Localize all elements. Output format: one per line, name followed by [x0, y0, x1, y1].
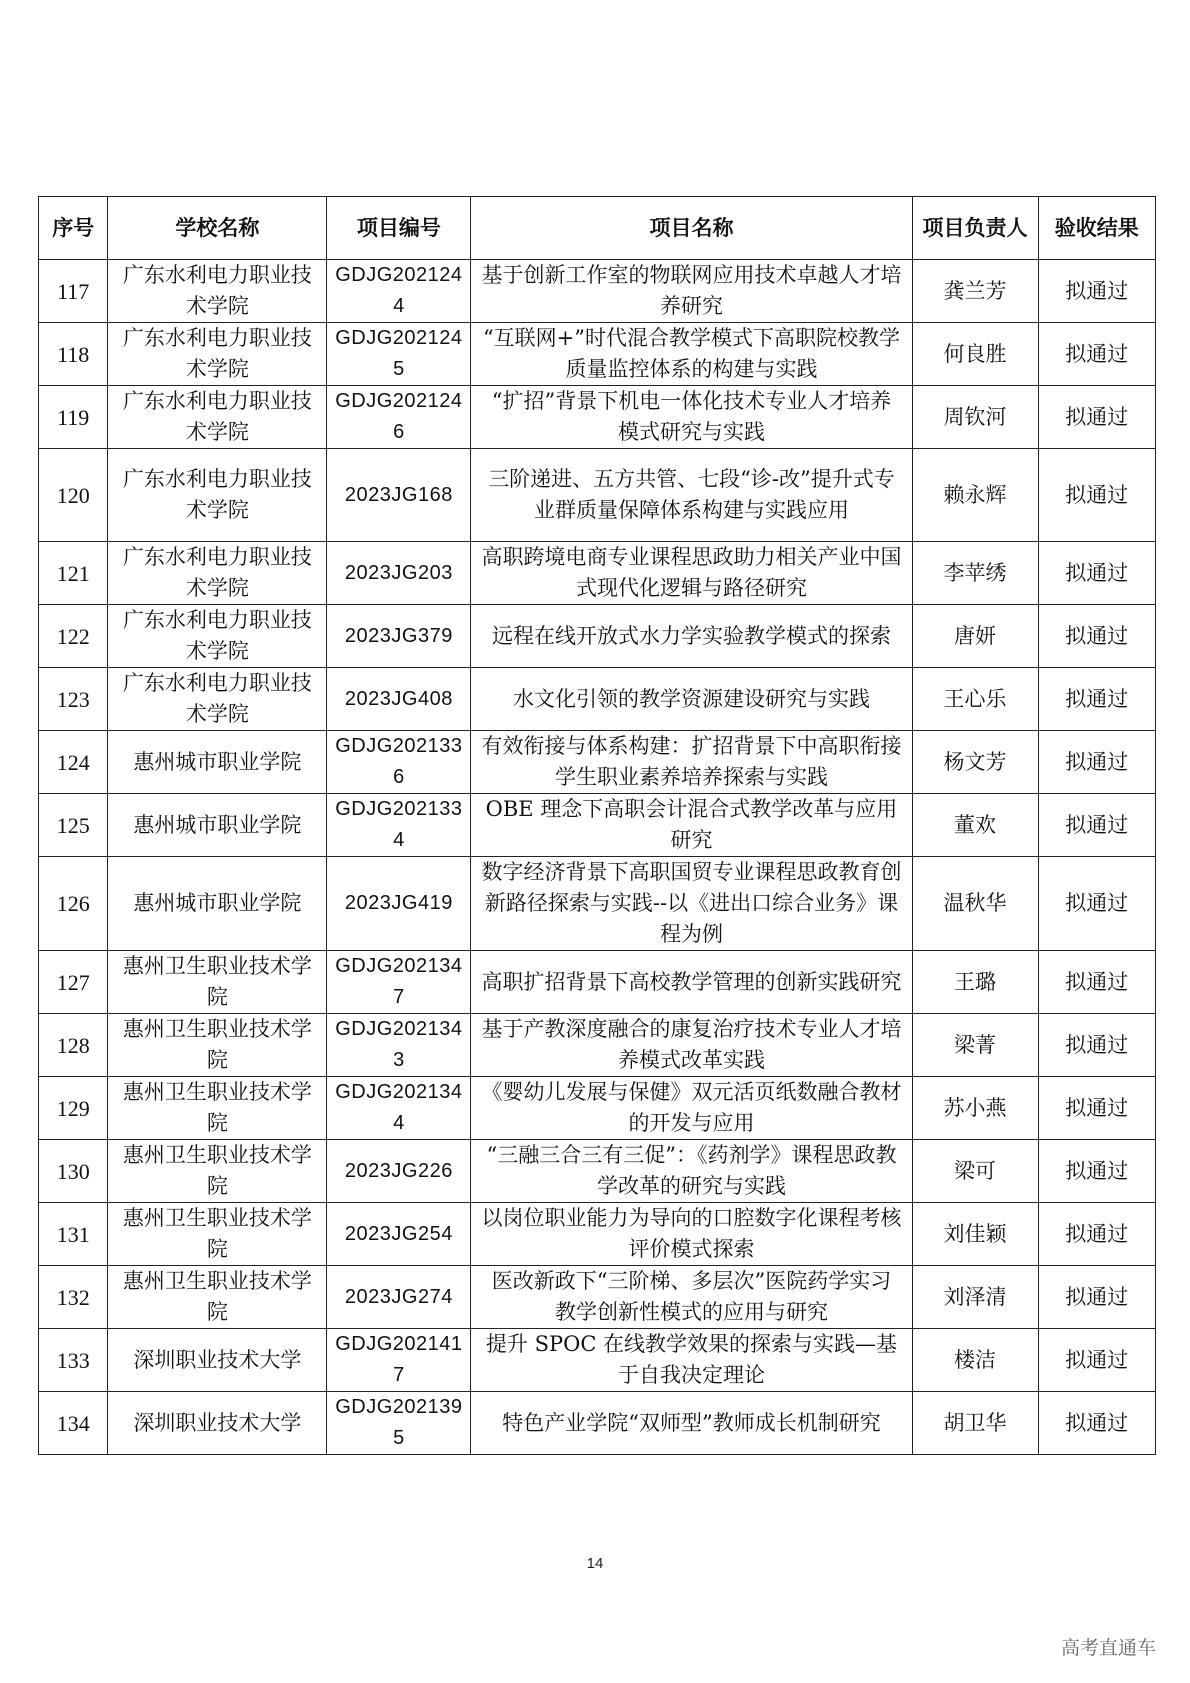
cell-school: 惠州城市职业学院: [108, 731, 327, 794]
cell-school: 惠州卫生职业技术学院: [108, 1014, 327, 1077]
cell-leader: 董欢: [912, 794, 1038, 857]
cell-seq: 125: [39, 794, 108, 857]
cell-result: 拟通过: [1038, 1329, 1156, 1392]
cell-code: GDJG2021395: [327, 1392, 471, 1455]
cell-code: 2023JG254: [327, 1203, 471, 1266]
cell-leader: 刘泽清: [912, 1266, 1038, 1329]
project-acceptance-table: [38, 196, 1156, 1455]
cell-project-name: “互联网+”时代混合教学模式下高职院校教学质量监控体系的构建与实践: [471, 323, 912, 386]
table-row: [39, 1266, 1156, 1329]
cell-code: GDJG2021245: [327, 323, 471, 386]
header-code: 项目编号: [327, 197, 471, 260]
cell-school: 深圳职业技术大学: [108, 1392, 327, 1455]
cell-leader: 李苹绣: [912, 542, 1038, 605]
cell-project-name: 高职扩招背景下高校教学管理的创新实践研究: [471, 951, 912, 1014]
cell-result: 拟通过: [1038, 323, 1156, 386]
cell-leader: 梁可: [912, 1140, 1038, 1203]
cell-school: 广东水利电力职业技术学院: [108, 605, 327, 668]
header-result: 验收结果: [1038, 197, 1156, 260]
cell-project-name: “三融三合三有三促”：《药剂学》课程思政教学改革的研究与实践: [471, 1140, 912, 1203]
cell-seq: 128: [39, 1014, 108, 1077]
cell-school: 广东水利电力职业技术学院: [108, 260, 327, 323]
cell-seq: 127: [39, 951, 108, 1014]
cell-code: 2023JG168: [327, 449, 471, 542]
cell-leader: 何良胜: [912, 323, 1038, 386]
table-header-row: [39, 197, 1156, 260]
cell-school: 惠州卫生职业技术学院: [108, 1266, 327, 1329]
table-row: [39, 323, 1156, 386]
cell-seq: 118: [39, 323, 108, 386]
cell-leader: 温秋华: [912, 857, 1038, 951]
cell-result: 拟通过: [1038, 1077, 1156, 1140]
cell-project-name: 医改新政下“三阶梯、多层次”医院药学实习教学创新性模式的应用与研究: [471, 1266, 912, 1329]
cell-project-name: 三阶递进、五方共管、七段“诊-改”提升式专业群质量保障体系构建与实践应用: [471, 449, 912, 542]
cell-result: 拟通过: [1038, 951, 1156, 1014]
cell-code: GDJG2021417: [327, 1329, 471, 1392]
cell-seq: 119: [39, 386, 108, 449]
table-row: [39, 794, 1156, 857]
cell-result: 拟通过: [1038, 794, 1156, 857]
cell-leader: 唐妍: [912, 605, 1038, 668]
cell-code: GDJG2021336: [327, 731, 471, 794]
cell-result: 拟通过: [1038, 542, 1156, 605]
cell-result: 拟通过: [1038, 260, 1156, 323]
cell-result: 拟通过: [1038, 1203, 1156, 1266]
table-row: [39, 386, 1156, 449]
cell-school: 惠州卫生职业技术学院: [108, 1077, 327, 1140]
cell-project-name: 特色产业学院“双师型”教师成长机制研究: [471, 1392, 912, 1455]
cell-project-name: 水文化引领的教学资源建设研究与实践: [471, 668, 912, 731]
cell-result: 拟通过: [1038, 605, 1156, 668]
cell-project-name: 提升 SPOC 在线教学效果的探索与实践—基于自我决定理论: [471, 1329, 912, 1392]
cell-leader: 王心乐: [912, 668, 1038, 731]
cell-seq: 124: [39, 731, 108, 794]
cell-leader: 王璐: [912, 951, 1038, 1014]
cell-leader: 楼洁: [912, 1329, 1038, 1392]
cell-project-name: “扩招”背景下机电一体化技术专业人才培养模式研究与实践: [471, 386, 912, 449]
table-row: [39, 1392, 1156, 1455]
cell-project-name: 有效衔接与体系构建：扩招背景下中高职衔接学生职业素养培养探索与实践: [471, 731, 912, 794]
cell-code: GDJG2021344: [327, 1077, 471, 1140]
cell-seq: 117: [39, 260, 108, 323]
cell-project-name: 高职跨境电商专业课程思政助力相关产业中国式现代化逻辑与路径研究: [471, 542, 912, 605]
cell-leader: 刘佳颖: [912, 1203, 1038, 1266]
cell-school: 惠州城市职业学院: [108, 857, 327, 951]
cell-code: 2023JG379: [327, 605, 471, 668]
cell-project-name: 《婴幼儿发展与保健》双元活页纸数融合教材的开发与应用: [471, 1077, 912, 1140]
cell-result: 拟通过: [1038, 857, 1156, 951]
cell-code: GDJG2021246: [327, 386, 471, 449]
table-row: [39, 857, 1156, 951]
cell-result: 拟通过: [1038, 386, 1156, 449]
cell-seq: 133: [39, 1329, 108, 1392]
cell-school: 广东水利电力职业技术学院: [108, 386, 327, 449]
watermark-text: 高考直通车: [1060, 1637, 1156, 1659]
cell-leader: 周钦河: [912, 386, 1038, 449]
cell-seq: 126: [39, 857, 108, 951]
cell-code: GDJG2021244: [327, 260, 471, 323]
table-row: [39, 951, 1156, 1014]
table-row: [39, 1014, 1156, 1077]
cell-school: 广东水利电力职业技术学院: [108, 668, 327, 731]
cell-code: 2023JG408: [327, 668, 471, 731]
header-seq: 序号: [39, 197, 108, 260]
cell-leader: 胡卫华: [912, 1392, 1038, 1455]
table-row: [39, 605, 1156, 668]
table-row: [39, 731, 1156, 794]
cell-seq: 132: [39, 1266, 108, 1329]
cell-school: 惠州卫生职业技术学院: [108, 951, 327, 1014]
cell-school: 惠州城市职业学院: [108, 794, 327, 857]
cell-code: 2023JG419: [327, 857, 471, 951]
cell-school: 深圳职业技术大学: [108, 1329, 327, 1392]
cell-code: GDJG2021347: [327, 951, 471, 1014]
table-row: [39, 449, 1156, 542]
cell-school: 广东水利电力职业技术学院: [108, 542, 327, 605]
cell-result: 拟通过: [1038, 449, 1156, 542]
cell-seq: 120: [39, 449, 108, 542]
cell-project-name: OBE 理念下高职会计混合式教学改革与应用研究: [471, 794, 912, 857]
cell-code: 2023JG274: [327, 1266, 471, 1329]
table-row: [39, 542, 1156, 605]
cell-seq: 130: [39, 1140, 108, 1203]
table-row: [39, 668, 1156, 731]
cell-project-name: 基于产教深度融合的康复治疗技术专业人才培养模式改革实践: [471, 1014, 912, 1077]
cell-school: 惠州卫生职业技术学院: [108, 1140, 327, 1203]
cell-project-name: 以岗位职业能力为导向的口腔数字化课程考核评价模式探索: [471, 1203, 912, 1266]
cell-seq: 129: [39, 1077, 108, 1140]
table-row: [39, 1203, 1156, 1266]
cell-project-name: 基于创新工作室的物联网应用技术卓越人才培养研究: [471, 260, 912, 323]
header-leader: 项目负责人: [912, 197, 1038, 260]
cell-seq: 134: [39, 1392, 108, 1455]
cell-leader: 赖永辉: [912, 449, 1038, 542]
table-row: [39, 1077, 1156, 1140]
cell-seq: 123: [39, 668, 108, 731]
header-school: 学校名称: [108, 197, 327, 260]
cell-project-name: 远程在线开放式水力学实验教学模式的探索: [471, 605, 912, 668]
cell-result: 拟通过: [1038, 1266, 1156, 1329]
table-row: [39, 1140, 1156, 1203]
cell-result: 拟通过: [1038, 731, 1156, 794]
cell-code: 2023JG226: [327, 1140, 471, 1203]
cell-code: GDJG2021334: [327, 794, 471, 857]
cell-result: 拟通过: [1038, 1140, 1156, 1203]
cell-leader: 苏小燕: [912, 1077, 1038, 1140]
table-body: [39, 260, 1156, 1455]
cell-code: 2023JG203: [327, 542, 471, 605]
cell-leader: 龚兰芳: [912, 260, 1038, 323]
cell-result: 拟通过: [1038, 1014, 1156, 1077]
cell-result: 拟通过: [1038, 668, 1156, 731]
table-row: [39, 1329, 1156, 1392]
cell-school: 惠州卫生职业技术学院: [108, 1203, 327, 1266]
cell-result: 拟通过: [1038, 1392, 1156, 1455]
cell-seq: 122: [39, 605, 108, 668]
page-number: 14: [586, 1555, 604, 1572]
header-project-name: 项目名称: [471, 197, 912, 260]
cell-school: 广东水利电力职业技术学院: [108, 449, 327, 542]
cell-leader: 杨文芳: [912, 731, 1038, 794]
cell-school: 广东水利电力职业技术学院: [108, 323, 327, 386]
cell-leader: 梁菁: [912, 1014, 1038, 1077]
cell-seq: 131: [39, 1203, 108, 1266]
cell-seq: 121: [39, 542, 108, 605]
cell-project-name: 数字经济背景下高职国贸专业课程思政教育创新路径探索与实践--以《进出口综合业务》课程为例: [471, 857, 912, 951]
table-row: [39, 260, 1156, 323]
cell-code: GDJG2021343: [327, 1014, 471, 1077]
